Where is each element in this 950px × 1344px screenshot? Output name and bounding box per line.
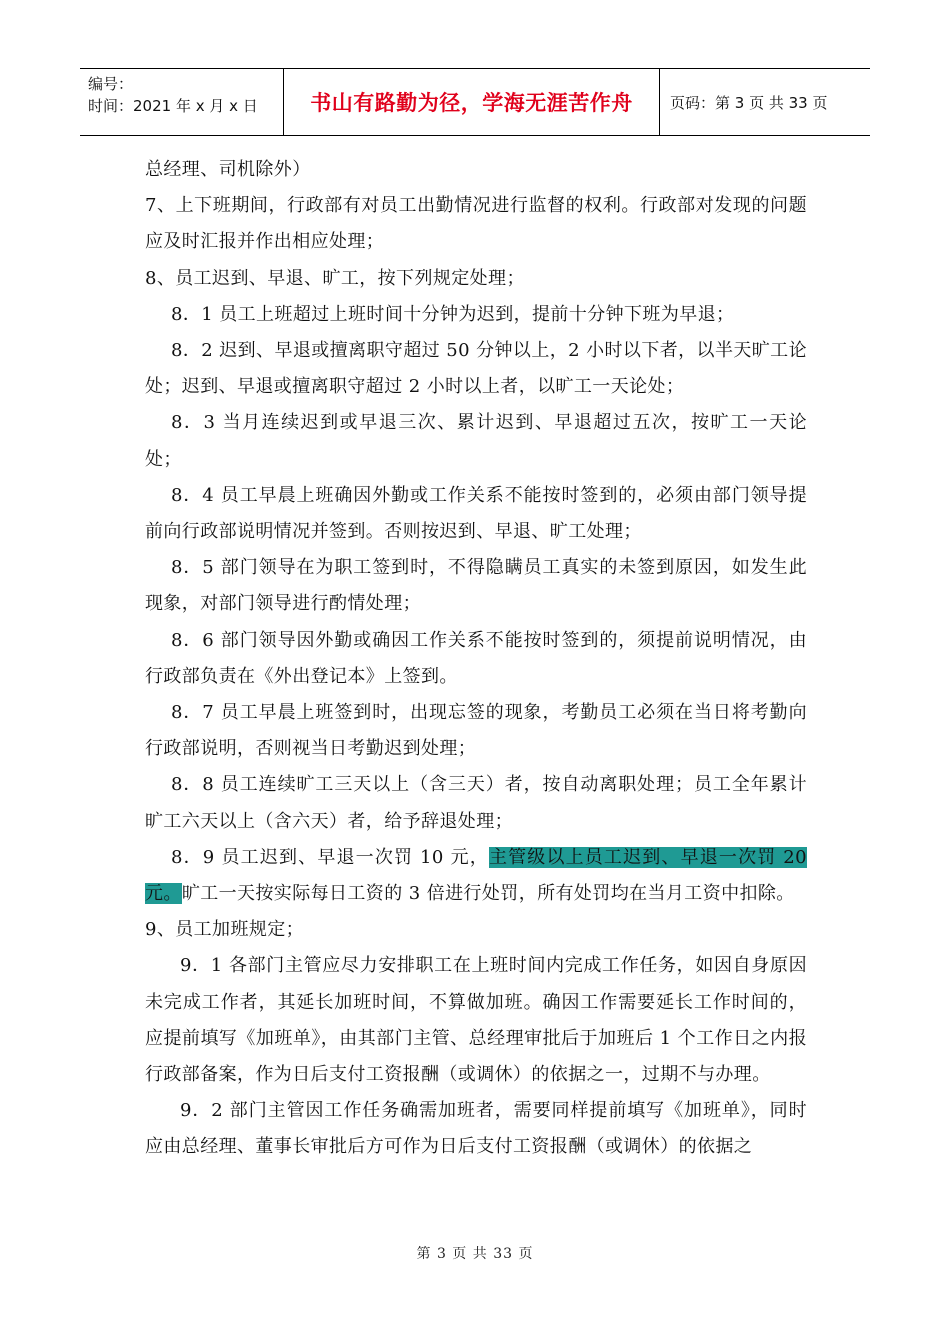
paragraph: 7、上下班期间，行政部有对员工出勤情况进行监督的权利。行政部对发现的问题应及时汇报并作出相应处理； [145,195,807,253]
paragraph-text: 旷工一天按实际每日工资的 3 倍进行处罚，所有处罚均在当月工资中扣除。 [181,883,795,905]
paragraph: 8．5 部门领导在为职工签到时，不得隐瞒员工真实的未签到原因，如发生此现象，对部门领导进行酌情处理； [145,557,807,615]
paragraph: 8．1 员工上班超过上班时间十分钟为迟到，提前十分钟下班为早退； [171,303,735,325]
header-page-number: 页码：第 3 页 共 33 页 [670,93,828,112]
paragraph: 8．8 员工连续旷工三天以上（含三天）者，按自动离职处理；员工全年累计旷工六天以上（含六天）者，给予辞退处理； [145,774,807,832]
paragraph: 9．2 部门主管因工作任务确需加班者，需要同样提前填写《加班单》，同时应由总经理、董事长审批后方可作为日后支付工资报酬（或调休）的依据之 [145,1100,807,1158]
highlighted-text: 主管级以上员工迟到、早退一次罚 20 元。 [145,846,807,905]
paragraph: 8．2 迟到、早退或擅离职守超过 50 分钟以上，2 小时以下者，以半天旷工论处；迟到、早退或擅离职守超过 2 小时以上者，以旷工一天论处； [145,340,807,398]
paragraph: 9、员工加班规定； [145,919,305,941]
paragraph: 8、员工迟到、早退、旷工，按下列规定处理； [145,267,525,289]
paragraph: 8．7 员工早晨上班签到时，出现忘签的现象，考勤员工必须在当日将考勤向行政部说明，否则视当日考勤迟到处理； [145,702,807,760]
paragraph: 8．4 员工早晨上班确因外勤或工作关系不能按时签到的，必须由部门领导提前向行政部说明情况并签到。否则按迟到、早退、旷工处理； [145,484,807,543]
page-header [80,68,870,136]
document-date-label: 时间：2021 年 x 月 x 日 [88,97,258,115]
paragraph: 8．3 当月连续迟到或早退三次、累计迟到、早退超过五次，按旷工一天论处； [145,412,807,470]
document-body [145,152,807,1166]
paragraph: 总经理、司机除外） [145,159,311,180]
header-motto: 书山有路勤为径，学海无涯苦作舟 [284,69,660,135]
paragraph: 8．6 部门领导因外勤或确因工作关系不能按时签到的，须提前说明情况，由行政部负责在《外出登记本》上签到。 [145,629,807,687]
paragraph: 9．1 各部门主管应尽力安排职工在上班时间内完成工作任务，如因自身原因未完成工作者，其延长加班时间，不算做加班。确因工作需要延长工作时间的，应提前填写《加班单》，由其部门主管、总经理审批后于加班后 1 个工作日之内报行政部备案，作为日后支付工资报酬（或调休）的依据之一，过期不与办理。 [145,955,807,1086]
page-footer: 第 3 页 共 33 页 [416,1246,534,1262]
paragraph-with-highlight [145,840,807,912]
paragraph-text: 8．9 员工迟到、早退一次罚 10 元， [171,846,489,868]
header-meta [80,69,284,135]
document-number-label: 编号： [88,75,134,93]
